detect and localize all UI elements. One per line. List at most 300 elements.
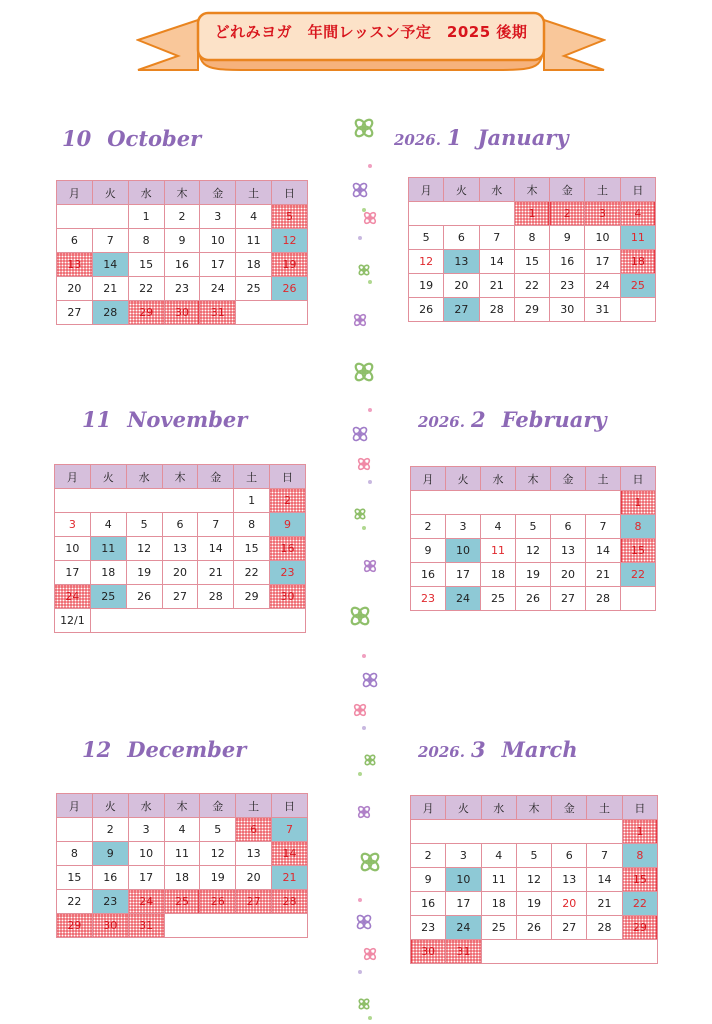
day-cell: 31 bbox=[128, 914, 164, 938]
day-cell: 29 bbox=[234, 585, 270, 609]
day-cell: 30 bbox=[411, 940, 446, 964]
day-cell: 12 bbox=[409, 250, 444, 274]
week-row bbox=[57, 301, 308, 325]
flower-icon bbox=[353, 703, 366, 716]
day-cell: 20 bbox=[551, 563, 586, 587]
day-cell: 20 bbox=[236, 866, 272, 890]
day-cell: 27 bbox=[444, 298, 479, 322]
week-row bbox=[411, 491, 656, 515]
day-cell: 1 bbox=[128, 205, 164, 229]
day-cell: 6 bbox=[551, 515, 586, 539]
day-cell: 17 bbox=[128, 866, 164, 890]
calendar-march bbox=[410, 795, 658, 964]
month-title: 10 October bbox=[62, 126, 202, 151]
day-cell: 12 bbox=[516, 539, 551, 563]
day-cell: 14 bbox=[198, 537, 234, 561]
day-cell: 19 bbox=[126, 561, 162, 585]
weekday-label: 木 bbox=[162, 465, 198, 489]
day-cell: 10 bbox=[446, 539, 481, 563]
weekday-header-row bbox=[57, 181, 308, 205]
day-cell: 9 bbox=[550, 226, 585, 250]
day-cell: 21 bbox=[272, 866, 308, 890]
flower-icon bbox=[363, 559, 376, 572]
weekday-label: 火 bbox=[446, 796, 481, 820]
day-cell: 4 bbox=[481, 844, 516, 868]
day-cell: 4 bbox=[236, 205, 272, 229]
week-row bbox=[55, 561, 306, 585]
weekday-label: 金 bbox=[550, 178, 585, 202]
empty-cell bbox=[620, 298, 655, 322]
week-row bbox=[409, 250, 656, 274]
flower-icon bbox=[362, 526, 366, 530]
day-cell: 4 bbox=[164, 818, 200, 842]
day-cell: 3 bbox=[200, 205, 236, 229]
flower-icon bbox=[354, 362, 374, 382]
flower-icon bbox=[358, 264, 370, 276]
day-cell: 21 bbox=[92, 277, 128, 301]
day-cell: 28 bbox=[586, 587, 621, 611]
flower-icon bbox=[353, 313, 366, 326]
day-cell: 8 bbox=[128, 229, 164, 253]
day-cell: 25 bbox=[481, 916, 516, 940]
empty-cell bbox=[57, 205, 129, 229]
day-cell: 30 bbox=[164, 301, 200, 325]
day-cell: 16 bbox=[92, 866, 128, 890]
flower-icon bbox=[358, 236, 362, 240]
day-cell: 14 bbox=[479, 250, 514, 274]
weekday-label: 月 bbox=[55, 465, 91, 489]
day-cell: 9 bbox=[92, 842, 128, 866]
week-row bbox=[55, 513, 306, 537]
week-row bbox=[411, 820, 658, 844]
day-cell: 20 bbox=[552, 892, 587, 916]
day-cell: 5 bbox=[126, 513, 162, 537]
month-title: 2026. 3 March bbox=[418, 737, 578, 762]
empty-cell bbox=[57, 818, 93, 842]
day-cell: 20 bbox=[162, 561, 198, 585]
day-cell: 7 bbox=[587, 844, 622, 868]
day-cell: 19 bbox=[409, 274, 444, 298]
week-row bbox=[57, 205, 308, 229]
day-cell: 19 bbox=[516, 563, 551, 587]
day-cell: 2 bbox=[411, 515, 446, 539]
day-cell: 24 bbox=[585, 274, 620, 298]
weekday-header-row bbox=[411, 467, 656, 491]
week-row bbox=[411, 563, 656, 587]
day-cell: 5 bbox=[272, 205, 308, 229]
week-row bbox=[55, 609, 306, 633]
day-cell: 1 bbox=[622, 820, 657, 844]
day-cell: 30 bbox=[92, 914, 128, 938]
weekday-label: 木 bbox=[516, 467, 551, 491]
day-cell: 26 bbox=[516, 587, 551, 611]
empty-cell bbox=[55, 489, 234, 513]
week-row bbox=[57, 253, 308, 277]
weekday-label: 木 bbox=[164, 794, 200, 818]
day-cell: 14 bbox=[92, 253, 128, 277]
day-cell: 29 bbox=[514, 298, 549, 322]
flower-icon bbox=[354, 508, 366, 520]
day-cell: 18 bbox=[481, 892, 516, 916]
day-cell: 27 bbox=[551, 587, 586, 611]
week-row bbox=[411, 515, 656, 539]
day-cell: 20 bbox=[444, 274, 479, 298]
weekday-label: 月 bbox=[411, 467, 446, 491]
day-cell: 13 bbox=[57, 253, 93, 277]
day-cell: 8 bbox=[621, 515, 656, 539]
week-row bbox=[409, 298, 656, 322]
day-cell: 23 bbox=[164, 277, 200, 301]
day-cell: 19 bbox=[272, 253, 308, 277]
weekday-header-row bbox=[411, 796, 658, 820]
calendar-january bbox=[408, 177, 656, 322]
day-cell: 9 bbox=[411, 868, 446, 892]
day-cell: 22 bbox=[57, 890, 93, 914]
day-cell: 2 bbox=[270, 489, 306, 513]
day-cell: 26 bbox=[272, 277, 308, 301]
week-row bbox=[55, 585, 306, 609]
calendar-february bbox=[410, 466, 656, 611]
day-cell: 22 bbox=[234, 561, 270, 585]
day-cell: 24 bbox=[200, 277, 236, 301]
day-cell: 16 bbox=[411, 892, 446, 916]
day-cell: 19 bbox=[200, 866, 236, 890]
week-row bbox=[57, 914, 308, 938]
day-cell: 1 bbox=[621, 491, 656, 515]
day-cell: 16 bbox=[270, 537, 306, 561]
day-cell: 20 bbox=[57, 277, 93, 301]
flower-decoration bbox=[340, 100, 390, 1024]
weekday-header-row bbox=[55, 465, 306, 489]
flower-icon bbox=[368, 164, 372, 168]
flower-icon bbox=[358, 898, 362, 902]
day-cell: 15 bbox=[57, 866, 93, 890]
day-cell: 18 bbox=[481, 563, 516, 587]
day-cell: 10 bbox=[200, 229, 236, 253]
day-cell: 12 bbox=[272, 229, 308, 253]
day-cell: 18 bbox=[620, 250, 655, 274]
day-cell: 28 bbox=[92, 301, 128, 325]
weekday-label: 火 bbox=[92, 181, 128, 205]
empty-cell bbox=[411, 820, 623, 844]
day-cell: 10 bbox=[55, 537, 91, 561]
day-cell: 30 bbox=[550, 298, 585, 322]
weekday-label: 水 bbox=[481, 467, 516, 491]
empty-cell bbox=[409, 202, 515, 226]
flower-icon bbox=[360, 852, 380, 872]
day-cell: 10 bbox=[446, 868, 481, 892]
day-cell: 7 bbox=[586, 515, 621, 539]
week-row bbox=[57, 229, 308, 253]
week-row bbox=[411, 587, 656, 611]
weekday-label: 火 bbox=[92, 794, 128, 818]
day-cell: 8 bbox=[622, 844, 657, 868]
empty-cell bbox=[621, 587, 656, 611]
weekday-label: 土 bbox=[234, 465, 270, 489]
flower-icon bbox=[362, 726, 366, 730]
day-cell: 12 bbox=[126, 537, 162, 561]
week-row bbox=[409, 274, 656, 298]
day-cell: 6 bbox=[162, 513, 198, 537]
empty-cell bbox=[411, 491, 621, 515]
day-cell: 28 bbox=[272, 890, 308, 914]
calendar-november bbox=[54, 464, 306, 633]
weekday-label: 火 bbox=[444, 178, 479, 202]
day-cell: 15 bbox=[128, 253, 164, 277]
day-cell: 17 bbox=[585, 250, 620, 274]
day-cell: 16 bbox=[164, 253, 200, 277]
flower-icon bbox=[364, 754, 376, 766]
day-cell: 6 bbox=[236, 818, 272, 842]
day-cell: 27 bbox=[552, 916, 587, 940]
day-cell: 6 bbox=[57, 229, 93, 253]
flower-icon bbox=[362, 672, 378, 688]
day-cell: 11 bbox=[164, 842, 200, 866]
week-row bbox=[411, 868, 658, 892]
day-cell: 21 bbox=[479, 274, 514, 298]
weekday-label: 水 bbox=[128, 181, 164, 205]
day-cell: 10 bbox=[585, 226, 620, 250]
day-cell: 9 bbox=[270, 513, 306, 537]
day-cell: 9 bbox=[164, 229, 200, 253]
weekday-header-row bbox=[57, 794, 308, 818]
week-row bbox=[409, 202, 656, 226]
weekday-header-row bbox=[409, 178, 656, 202]
weekday-label: 日 bbox=[270, 465, 306, 489]
day-cell: 3 bbox=[446, 515, 481, 539]
day-cell: 17 bbox=[446, 892, 481, 916]
day-cell: 11 bbox=[481, 539, 516, 563]
weekday-label: 月 bbox=[57, 794, 93, 818]
page-title: どれみヨガ 年間レッスン予定 2025 後期 bbox=[214, 23, 528, 41]
day-cell: 25 bbox=[164, 890, 200, 914]
day-cell: 15 bbox=[514, 250, 549, 274]
day-cell: 13 bbox=[236, 842, 272, 866]
day-cell: 9 bbox=[411, 539, 446, 563]
weekday-label: 金 bbox=[200, 794, 236, 818]
flower-icon bbox=[362, 654, 366, 658]
day-cell: 23 bbox=[92, 890, 128, 914]
month-title: 11 November bbox=[82, 407, 248, 432]
day-cell: 16 bbox=[550, 250, 585, 274]
flower-icon bbox=[368, 1016, 372, 1020]
day-cell: 8 bbox=[514, 226, 549, 250]
flower-icon bbox=[358, 970, 362, 974]
week-row bbox=[57, 890, 308, 914]
day-cell: 1 bbox=[514, 202, 549, 226]
weekday-label: 月 bbox=[57, 181, 93, 205]
day-cell: 28 bbox=[479, 298, 514, 322]
day-cell: 7 bbox=[92, 229, 128, 253]
day-cell: 29 bbox=[622, 916, 657, 940]
flower-icon bbox=[352, 426, 368, 442]
day-cell: 18 bbox=[164, 866, 200, 890]
weekday-label: 火 bbox=[446, 467, 481, 491]
day-cell: 15 bbox=[622, 868, 657, 892]
day-cell: 31 bbox=[446, 940, 481, 964]
flower-icon bbox=[363, 947, 376, 960]
day-cell: 24 bbox=[55, 585, 91, 609]
day-cell: 17 bbox=[200, 253, 236, 277]
flower-icon bbox=[357, 805, 370, 818]
month-title: 2026. 1 January bbox=[394, 125, 569, 150]
day-cell: 3 bbox=[585, 202, 620, 226]
flower-icon bbox=[357, 457, 370, 470]
day-cell: 21 bbox=[586, 563, 621, 587]
day-cell: 2 bbox=[164, 205, 200, 229]
weekday-label: 土 bbox=[586, 467, 621, 491]
week-row bbox=[57, 866, 308, 890]
week-row bbox=[55, 489, 306, 513]
day-cell: 18 bbox=[90, 561, 126, 585]
day-cell: 4 bbox=[620, 202, 655, 226]
day-cell: 13 bbox=[551, 539, 586, 563]
day-cell: 25 bbox=[90, 585, 126, 609]
day-cell: 11 bbox=[620, 226, 655, 250]
weekday-label: 金 bbox=[198, 465, 234, 489]
day-cell: 23 bbox=[411, 587, 446, 611]
day-cell: 15 bbox=[234, 537, 270, 561]
day-cell: 23 bbox=[550, 274, 585, 298]
day-cell: 7 bbox=[479, 226, 514, 250]
day-cell: 22 bbox=[514, 274, 549, 298]
day-cell: 24 bbox=[446, 916, 481, 940]
day-cell: 19 bbox=[516, 892, 551, 916]
weekday-label: 木 bbox=[164, 181, 200, 205]
weekday-label: 水 bbox=[481, 796, 516, 820]
day-cell: 8 bbox=[57, 842, 93, 866]
day-cell: 5 bbox=[409, 226, 444, 250]
week-row bbox=[411, 940, 658, 964]
day-cell: 24 bbox=[446, 587, 481, 611]
flower-icon bbox=[358, 998, 370, 1010]
weekday-label: 金 bbox=[551, 467, 586, 491]
weekday-label: 水 bbox=[128, 794, 164, 818]
day-cell: 14 bbox=[587, 868, 622, 892]
day-cell: 2 bbox=[550, 202, 585, 226]
day-cell: 18 bbox=[236, 253, 272, 277]
day-cell: 26 bbox=[126, 585, 162, 609]
day-cell: 13 bbox=[444, 250, 479, 274]
weekday-label: 日 bbox=[622, 796, 657, 820]
flower-icon bbox=[362, 208, 366, 212]
day-cell: 11 bbox=[481, 868, 516, 892]
empty-cell bbox=[90, 609, 305, 633]
day-cell: 25 bbox=[481, 587, 516, 611]
flower-icon bbox=[350, 606, 370, 626]
day-cell: 5 bbox=[516, 515, 551, 539]
day-cell: 7 bbox=[272, 818, 308, 842]
day-cell: 21 bbox=[198, 561, 234, 585]
day-cell: 27 bbox=[162, 585, 198, 609]
weekday-label: 土 bbox=[585, 178, 620, 202]
day-cell: 8 bbox=[234, 513, 270, 537]
weekday-label: 土 bbox=[587, 796, 622, 820]
day-cell: 26 bbox=[409, 298, 444, 322]
day-cell: 14 bbox=[272, 842, 308, 866]
day-cell: 5 bbox=[516, 844, 551, 868]
day-cell: 13 bbox=[552, 868, 587, 892]
weekday-label: 月 bbox=[411, 796, 446, 820]
week-row bbox=[411, 916, 658, 940]
week-row bbox=[57, 277, 308, 301]
day-cell: 6 bbox=[444, 226, 479, 250]
week-row bbox=[55, 537, 306, 561]
day-cell: 28 bbox=[587, 916, 622, 940]
flower-icon bbox=[368, 280, 372, 284]
day-cell: 4 bbox=[481, 515, 516, 539]
weekday-label: 月 bbox=[409, 178, 444, 202]
flower-icon bbox=[358, 772, 362, 776]
day-cell: 6 bbox=[552, 844, 587, 868]
weekday-label: 日 bbox=[620, 178, 655, 202]
day-cell: 4 bbox=[90, 513, 126, 537]
flower-icon bbox=[356, 914, 372, 930]
flower-icon bbox=[354, 118, 374, 138]
day-cell: 26 bbox=[516, 916, 551, 940]
week-row bbox=[411, 539, 656, 563]
day-cell: 12/1 bbox=[55, 609, 91, 633]
day-cell: 5 bbox=[200, 818, 236, 842]
weekday-label: 土 bbox=[236, 181, 272, 205]
day-cell: 23 bbox=[270, 561, 306, 585]
day-cell: 23 bbox=[411, 916, 446, 940]
day-cell: 3 bbox=[446, 844, 481, 868]
day-cell: 15 bbox=[621, 539, 656, 563]
flower-icon bbox=[368, 408, 372, 412]
day-cell: 11 bbox=[236, 229, 272, 253]
day-cell: 28 bbox=[198, 585, 234, 609]
day-cell: 16 bbox=[411, 563, 446, 587]
weekday-label: 日 bbox=[272, 181, 308, 205]
day-cell: 22 bbox=[128, 277, 164, 301]
day-cell: 27 bbox=[57, 301, 93, 325]
day-cell: 11 bbox=[90, 537, 126, 561]
month-title: 2026. 2 February bbox=[418, 407, 607, 432]
weekday-label: 土 bbox=[236, 794, 272, 818]
day-cell: 14 bbox=[586, 539, 621, 563]
day-cell: 25 bbox=[620, 274, 655, 298]
weekday-label: 金 bbox=[200, 181, 236, 205]
day-cell: 2 bbox=[411, 844, 446, 868]
day-cell: 22 bbox=[621, 563, 656, 587]
weekday-label: 水 bbox=[479, 178, 514, 202]
weekday-label: 金 bbox=[552, 796, 587, 820]
empty-cell bbox=[236, 301, 308, 325]
day-cell: 12 bbox=[516, 868, 551, 892]
day-cell: 24 bbox=[128, 890, 164, 914]
day-cell: 13 bbox=[162, 537, 198, 561]
day-cell: 31 bbox=[200, 301, 236, 325]
weekday-label: 木 bbox=[514, 178, 549, 202]
weekday-label: 日 bbox=[272, 794, 308, 818]
month-title: 12 December bbox=[82, 737, 247, 762]
empty-cell bbox=[164, 914, 307, 938]
day-cell: 27 bbox=[236, 890, 272, 914]
day-cell: 17 bbox=[446, 563, 481, 587]
day-cell: 25 bbox=[236, 277, 272, 301]
weekday-label: 木 bbox=[516, 796, 551, 820]
day-cell: 21 bbox=[587, 892, 622, 916]
week-row bbox=[57, 842, 308, 866]
weekday-label: 火 bbox=[90, 465, 126, 489]
day-cell: 29 bbox=[57, 914, 93, 938]
day-cell: 1 bbox=[234, 489, 270, 513]
day-cell: 7 bbox=[198, 513, 234, 537]
flower-icon bbox=[352, 182, 368, 198]
day-cell: 31 bbox=[585, 298, 620, 322]
week-row bbox=[411, 892, 658, 916]
